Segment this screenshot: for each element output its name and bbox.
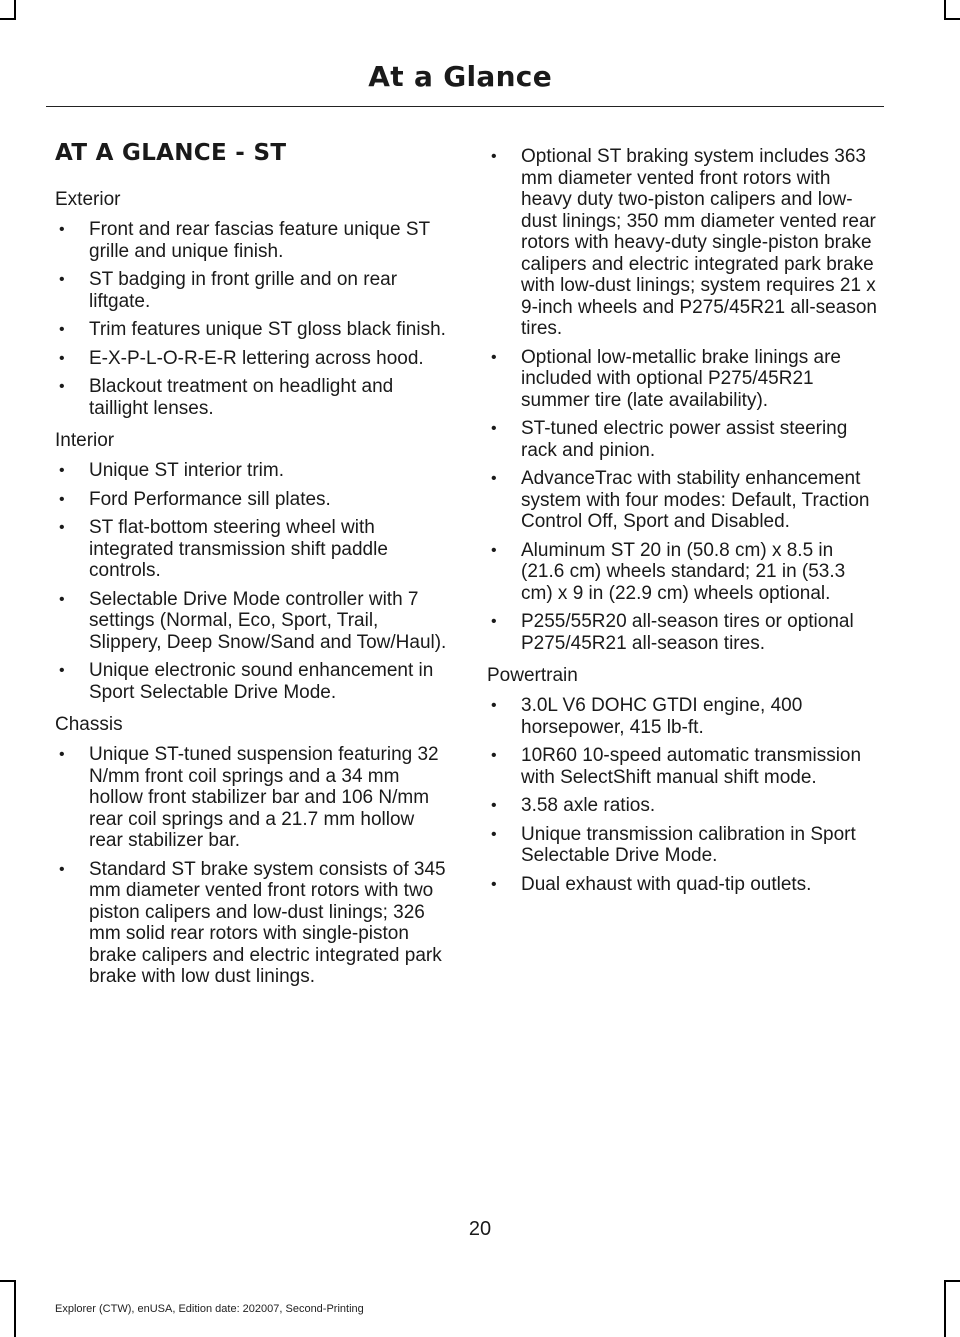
list-item: • ST flat-bottom steering wheel with integrated transmission shift paddle controls.: [55, 517, 447, 582]
chassis-heading: Chassis: [55, 714, 123, 735]
list-item: • P255/55R20 all-season tires or optional P275/45R21 all-season tires.: [487, 611, 881, 654]
section-title: AT A GLANCE - ST: [55, 140, 287, 166]
list-item: • Trim features unique ST gloss black finish.: [55, 319, 447, 341]
list-item: • Ford Performance sill plates.: [55, 489, 447, 511]
list-item: • Optional low-metallic brake linings are included with optional P275/45R21 summer tire (late availability).: [487, 347, 881, 412]
chassis-list-left: [55, 744, 447, 988]
footer-edition: Explorer (CTW), enUSA, Edition date: 202007, Second-Printing: [55, 1303, 364, 1315]
exterior-list: [55, 219, 447, 419]
list-item: • ST-tuned electric power assist steering rack and pinion.: [487, 418, 881, 461]
list-item: • Front and rear fascias feature unique ST grille and unique finish.: [55, 219, 447, 262]
crop-mark-bottom-right: [944, 1280, 946, 1337]
header-rule: [46, 106, 884, 107]
list-item: • 3.0L V6 DOHC GTDI engine, 400 horsepower, 415 lb-ft.: [487, 695, 881, 738]
powertrain-heading: Powertrain: [487, 665, 578, 686]
list-item: • Dual exhaust with quad-tip outlets.: [487, 874, 881, 896]
interior-list: [55, 460, 447, 703]
list-item: • E-X-P-L-O-R-E-R lettering across hood.: [55, 348, 447, 370]
list-item: • Unique ST-tuned suspension featuring 32 N/mm front coil springs and a 34 mm hollow front stabilizer bar and 106 N/mm rear coil springs and a 21.7 mm hollow rear stabilizer bar.: [55, 744, 447, 852]
right-column: [487, 146, 881, 905]
exterior-heading: Exterior: [55, 189, 121, 210]
interior-heading: Interior: [55, 430, 115, 451]
list-item: • Standard ST brake system consists of 345 mm diameter vented front rotors with two piston calipers and low-dust linings; 326 mm solid rear rotors with single-piston brake calipers and electric integrated park brake with low dust linings.: [55, 859, 447, 988]
list-item: • ST badging in front grille and on rear liftgate.: [55, 269, 447, 312]
list-item: • Selectable Drive Mode controller with 7 settings (Normal, Eco, Sport, Trail, Slippery, Deep Snow/Sand and Tow/Haul).: [55, 589, 447, 654]
list-item: • Unique electronic sound enhancement in Sport Selectable Drive Mode.: [55, 660, 447, 703]
crop-mark-top-left-h: [0, 18, 16, 20]
crop-mark-top-left: [14, 0, 16, 20]
left-column: [55, 140, 447, 998]
list-item: • Aluminum ST 20 in (50.8 cm) x 8.5 in (21.6 cm) wheels standard; 21 in (53.3 cm) x 9 in (22.9 cm) wheels optional.: [487, 540, 881, 605]
crop-mark-bottom-left-h: [0, 1280, 16, 1282]
page-number: 20: [468, 1218, 492, 1240]
list-item: • 10R60 10-speed automatic transmission with SelectShift manual shift mode.: [487, 745, 881, 788]
crop-mark-top-right-h: [944, 18, 960, 20]
list-item: • Unique ST interior trim.: [55, 460, 447, 482]
crop-mark-bottom-right-h: [944, 1280, 960, 1282]
page-header-title: At a Glance: [368, 60, 552, 93]
chassis-list-right: [487, 146, 881, 654]
powertrain-list: [487, 695, 881, 895]
list-item: • Optional ST braking system includes 363 mm diameter vented front rotors with heavy duty two-piston calipers and low-dust linings; 350 mm diameter vented rear rotors with heavy-duty single-piston brake calipers and electric integrated park brake with low-dust linings; system requires 21 x 9-inch wheels and P275/45R21 all-season tires.: [487, 146, 881, 340]
list-item: • AdvanceTrac with stability enhancement system with four modes: Default, Traction Control Off, Sport and Disabled.: [487, 468, 881, 533]
crop-mark-bottom-left: [14, 1280, 16, 1337]
crop-mark-top-right: [944, 0, 946, 20]
list-item: • 3.58 axle ratios.: [487, 795, 881, 817]
list-item: • Unique transmission calibration in Sport Selectable Drive Mode.: [487, 824, 881, 867]
list-item: • Blackout treatment on headlight and taillight lenses.: [55, 376, 447, 419]
